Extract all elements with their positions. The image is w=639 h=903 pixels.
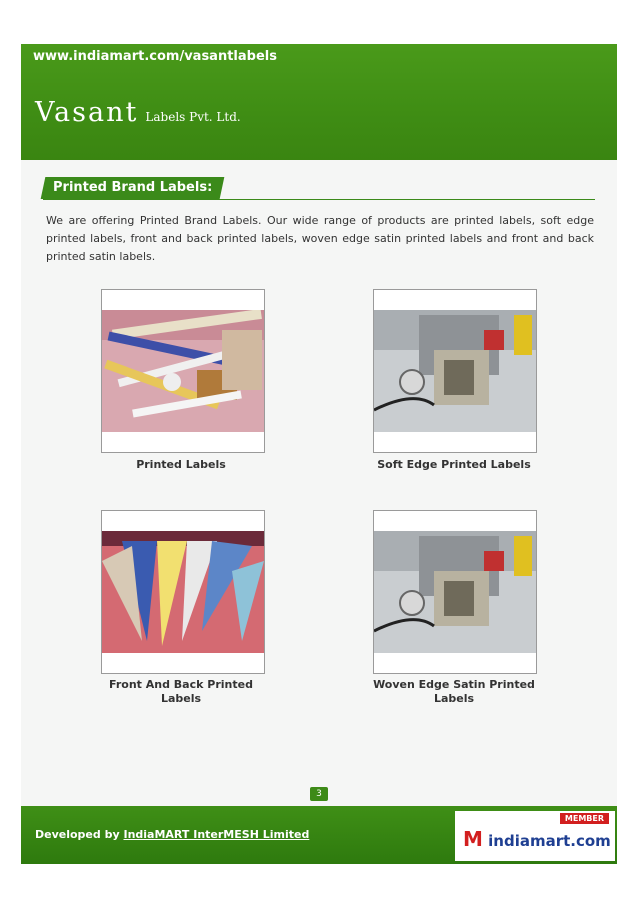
soft-edge-machine-photo [374,310,536,432]
site-url[interactable]: www.indiamart.com/vasantlabels [33,49,277,64]
page [21,44,617,864]
woven-edge-machine-photo [374,531,536,653]
page-number: 3 [310,787,328,801]
indiamart-logo-text: indiamart.com [488,832,611,850]
product-image-woven-edge-satin-printed-labels[interactable] [373,510,537,674]
product-image-front-and-back-printed-labels[interactable] [101,510,265,674]
product-image-soft-edge-printed-labels[interactable] [373,289,537,453]
product-caption[interactable]: Woven Edge Satin Printed Labels [373,678,535,705]
intro-paragraph: We are offering Printed Brand Labels. Our wide range of products are printed labels, soft edge printed labels, front and back printed labels, woven edge satin printed labels and front and back printed satin labels. [46,214,594,263]
product-image-printed-labels[interactable] [101,289,265,453]
member-badge: MEMBER [560,813,609,824]
product-caption[interactable]: Front And Back Printed Labels [109,678,253,705]
printed-labels-photo [102,310,264,432]
brand-subtitle: Labels Pvt. Ltd. [145,110,241,124]
footer-banner [21,806,617,864]
front-back-labels-photo [102,531,264,653]
developer-company-link[interactable]: IndiaMART InterMESH Limited [123,828,310,841]
brand-logo [35,97,241,128]
indiamart-m-icon: M [463,827,483,851]
product-caption[interactable]: Printed Labels [136,458,226,471]
product-caption[interactable]: Soft Edge Printed Labels [377,458,531,471]
section-divider [43,199,595,200]
section-title: Printed Brand Labels: [53,180,213,195]
section-title-tab [41,177,225,199]
indiamart-member-logo[interactable] [455,811,615,861]
developer-credit [35,828,309,841]
brand-name: Vasant [35,97,139,128]
indiamart-logo [463,827,611,851]
header-banner [21,44,617,160]
developed-by-label: Developed by [35,828,120,841]
